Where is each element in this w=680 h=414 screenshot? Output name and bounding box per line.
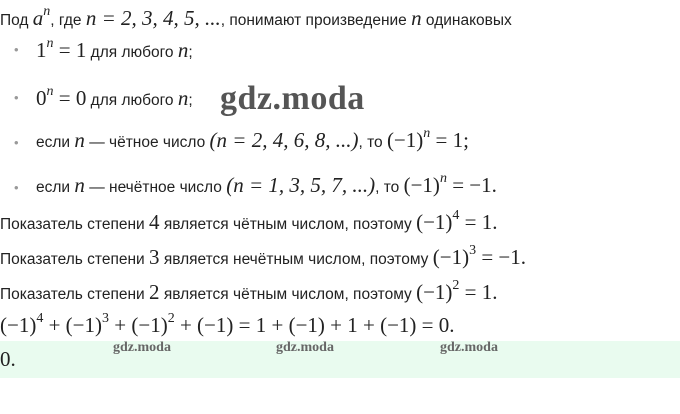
watermark-small-3: gdz.moda xyxy=(440,340,498,355)
bullet-2: • xyxy=(14,90,19,105)
rule-1-end: ; xyxy=(188,44,193,61)
statement-2-num: 3 xyxy=(149,245,160,269)
rule-2-var: n xyxy=(177,86,189,110)
intro-exponent: n xyxy=(43,4,51,19)
statement-2-value: = −1. xyxy=(476,245,527,269)
rule-4-var: n xyxy=(74,173,85,197)
final-exp-1: 4 xyxy=(36,311,44,326)
rule-4-value: = −1. xyxy=(446,173,497,197)
rule-1-value: = 1 xyxy=(53,38,87,62)
statement-3-text-2: является чётным числом, поэтому xyxy=(159,286,417,303)
answer-value: 0. xyxy=(0,347,16,371)
intro-line xyxy=(0,4,512,31)
final-term-4: + (−1) = 1 + (−1) + 1 + (−1) = 0. xyxy=(174,313,455,337)
intro-var: n xyxy=(411,6,422,30)
rule-2-base: 0 xyxy=(36,86,47,110)
rule-3 xyxy=(36,126,469,153)
bullet-3: • xyxy=(14,135,19,150)
rule-3-text-1: если xyxy=(36,134,75,151)
rule-2-exp: n xyxy=(46,84,54,99)
rule-4-math: (n = 1, 3, 5, 7, ...) xyxy=(226,173,376,197)
statement-3 xyxy=(0,278,498,305)
statement-3-base: (−1) xyxy=(416,280,453,304)
final-exp-3: 2 xyxy=(167,311,175,326)
watermark-small-1: gdz.moda xyxy=(113,340,171,355)
statement-2-base: (−1) xyxy=(432,245,470,269)
rule-4-base: (−1) xyxy=(403,173,440,197)
statement-3-num: 2 xyxy=(149,280,160,304)
statement-1-exp: 4 xyxy=(452,208,460,223)
statement-1-base: (−1) xyxy=(416,210,453,234)
final-exp-2: 3 xyxy=(102,311,110,326)
rule-3-text-3: , то xyxy=(358,134,387,151)
statement-1-value: = 1. xyxy=(459,210,498,234)
intro-text-3: , понимают произведение xyxy=(220,12,412,29)
bullet-4: • xyxy=(14,180,19,195)
rule-3-math: (n = 2, 4, 6, 8, ...) xyxy=(209,128,359,152)
rule-3-text-2: — чётное число xyxy=(84,134,210,151)
bullet-1: • xyxy=(14,42,19,57)
rule-3-var: n xyxy=(74,128,85,152)
rule-4-text-1: если xyxy=(36,179,75,196)
final-term-1: (−1) xyxy=(0,313,37,337)
rule-1-text: для любого xyxy=(86,44,178,61)
statement-2-exp: 3 xyxy=(469,243,477,258)
rule-4 xyxy=(36,171,497,198)
rule-1-base: 1 xyxy=(36,38,47,62)
rule-4-exp: n xyxy=(439,171,447,186)
final-expression xyxy=(0,311,455,338)
intro-math: n = 2, 3, 4, 5, ... xyxy=(85,6,221,30)
watermark-logo: gdz.moda xyxy=(220,80,365,117)
statement-3-exp: 2 xyxy=(452,278,460,293)
statement-3-value: = 1. xyxy=(459,280,498,304)
statement-2-text-1: Показатель степени xyxy=(0,251,150,268)
final-term-3: + (−1) xyxy=(109,313,168,337)
rule-1 xyxy=(36,36,193,63)
intro-text-4: одинаковых xyxy=(421,12,512,29)
statement-1-text-2: является чётным числом, поэтому xyxy=(159,216,417,233)
rule-3-base: (−1) xyxy=(386,128,424,152)
statement-3-text-1: Показатель степени xyxy=(0,286,150,303)
rule-3-exp: n xyxy=(423,126,431,141)
rule-2-value: = 0 xyxy=(53,86,87,110)
intro-text-2: , где xyxy=(50,12,86,29)
rule-1-var: n xyxy=(177,38,189,62)
intro-base: a xyxy=(32,6,44,30)
rule-4-text-2: — нечётное число xyxy=(84,179,227,196)
rule-2-text: для любого xyxy=(86,92,178,109)
watermark-small-2: gdz.moda xyxy=(276,340,334,355)
final-term-2: + (−1) xyxy=(43,313,103,337)
statement-1-text-1: Показатель степени xyxy=(0,216,150,233)
rule-1-exp: n xyxy=(46,36,54,51)
statement-2-text-2: является нечётным числом, поэтому xyxy=(159,251,433,268)
statement-1-num: 4 xyxy=(149,210,160,234)
statement-2 xyxy=(0,243,526,270)
rule-2-end: ; xyxy=(188,92,193,109)
statement-1 xyxy=(0,208,498,235)
rule-3-value: = 1; xyxy=(430,128,469,152)
answer-box xyxy=(0,341,680,378)
intro-text-1: Под xyxy=(0,12,33,29)
rule-2 xyxy=(36,84,193,111)
rule-4-text-3: , то xyxy=(375,179,404,196)
